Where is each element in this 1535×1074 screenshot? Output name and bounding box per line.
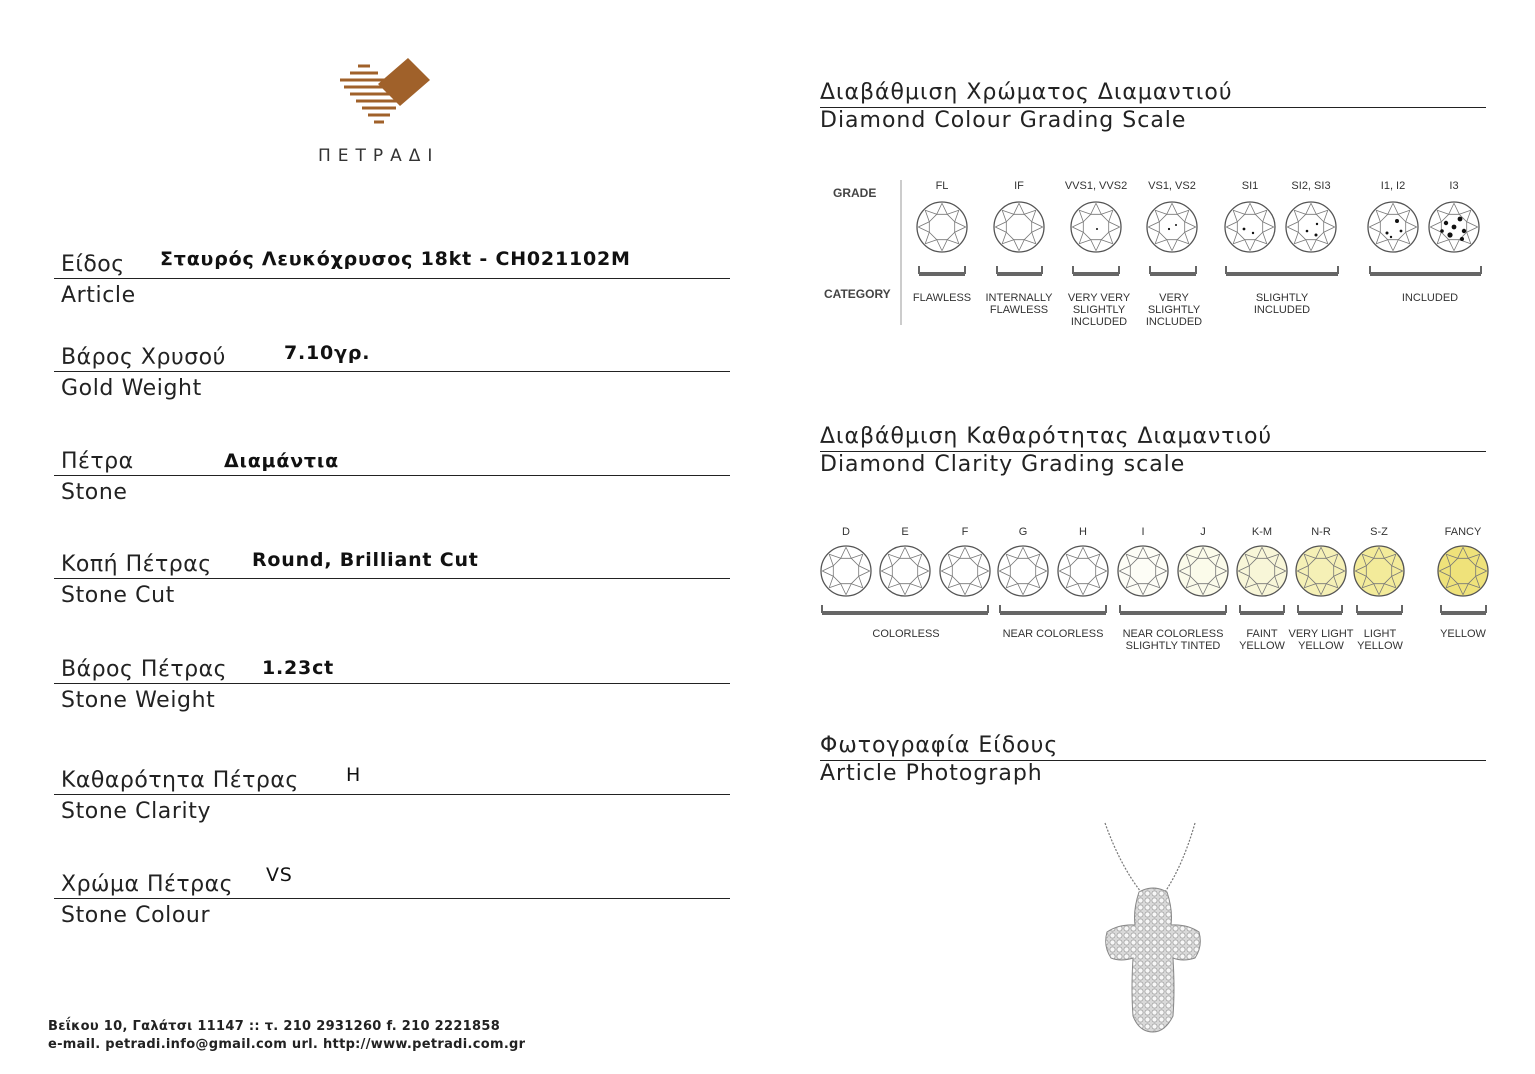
field-stone-colour [54, 864, 730, 932]
diamond-icon [1237, 546, 1287, 596]
colour-category-label: FAINT [1246, 628, 1278, 640]
category-bracket [1120, 605, 1226, 613]
field-greek-label: Βάρος Πέτρας [61, 657, 227, 682]
colour-grade-label: D [842, 526, 850, 538]
field-stone [54, 449, 730, 509]
category-bracket [997, 266, 1042, 274]
colour-grade-label: G [1018, 526, 1028, 538]
field-english-label: Stone Clarity [61, 799, 212, 824]
diamond-icon [1429, 202, 1479, 252]
category-label: SLIGHTLY [1255, 292, 1309, 304]
row-label-category: CATEGORY [824, 287, 891, 301]
colour-grade-label: J [1200, 526, 1206, 538]
field-rule [54, 371, 730, 372]
category-bracket [1000, 605, 1106, 613]
category-bracket [1298, 605, 1342, 613]
diamond-icon [994, 202, 1044, 252]
diamond-icon [1178, 546, 1228, 596]
clarity-scale-heading [820, 424, 1486, 477]
field-rule [54, 578, 730, 579]
colour-scale-heading [820, 80, 1486, 133]
field-stone-cut [54, 549, 730, 612]
category-label: SLIGHTLY [1072, 304, 1126, 316]
grade-label: I3 [1449, 180, 1459, 192]
category-bracket [822, 605, 988, 613]
field-value: H [346, 764, 362, 786]
category-bracket [1150, 266, 1196, 274]
field-greek-label: Καθαρότητα Πέτρας [61, 768, 299, 793]
category-bracket [1240, 605, 1284, 613]
colour-grade-label: K-M [1251, 526, 1273, 538]
diamond-icon [1438, 546, 1488, 596]
field-value: 1.23ct [262, 657, 335, 679]
article-photo-cross-pendant [1095, 820, 1215, 1040]
field-greek-label: Πέτρα [61, 449, 134, 474]
diamond-icon [880, 546, 930, 596]
petradi-logo [330, 50, 440, 140]
colour-grade-label: N-R [1311, 526, 1331, 538]
colour-grade-label: S-Z [1370, 526, 1388, 538]
field-value: Διαμάντια [224, 450, 339, 472]
category-label: SLIGHTLY [1147, 304, 1201, 316]
colour-category-label: COLORLESS [872, 628, 940, 640]
field-value: Round, Brilliant Cut [252, 549, 479, 571]
field-value: VS [266, 864, 293, 886]
diamond-icon [1354, 546, 1404, 596]
colour-category-label: SLIGHTLY TINTED [1125, 640, 1221, 652]
grade-label: VS1, VS2 [1148, 180, 1196, 192]
grade-label: FL [935, 180, 949, 192]
category-label: INCLUDED [1070, 316, 1128, 328]
grade-label: SI2, SI3 [1291, 180, 1331, 192]
field-english-label: Gold Weight [61, 376, 202, 401]
colour-category-label: VERY LIGHT [1288, 628, 1354, 640]
field-greek-label: Είδος [61, 252, 125, 277]
category-bracket [1441, 605, 1486, 613]
heading-english: Diamond Colour Grading Scale [820, 108, 1187, 133]
field-rule [54, 898, 730, 899]
heading-english: Article Photograph [820, 761, 1043, 786]
heading-greek: Διαβάθμιση Χρώματος Διαμαντιού [820, 80, 1233, 105]
colour-grading-chart [815, 518, 1495, 663]
category-label: VERY [1159, 292, 1189, 304]
colour-category-label: NEAR COLORLESS [1122, 628, 1224, 640]
heading-greek: Διαβάθμιση Καθαρότητας Διαμαντιού [820, 424, 1273, 449]
field-value: Σταυρός Λευκόχρυσος 18kt - CH021102M [160, 248, 631, 270]
diamond-icon [1058, 546, 1108, 596]
diamond-icon [821, 546, 871, 596]
colour-grade-label: F [961, 526, 969, 538]
field-rule [54, 475, 730, 476]
colour-grade-label: E [901, 526, 909, 538]
diamond-icon [1225, 202, 1275, 252]
clarity-grading-chart [815, 170, 1495, 335]
heading-greek: Φωτογραφία Είδους [820, 733, 1059, 758]
field-greek-label: Βάρος Χρυσού [61, 345, 226, 370]
diamond-icon [1296, 546, 1346, 596]
category-bracket [1226, 266, 1338, 274]
field-article [54, 248, 730, 312]
colour-grade-label: H [1079, 526, 1087, 538]
field-stone-clarity [54, 764, 730, 828]
footer-contact: e-mail. petradi.info@gmail.com url. http://www.petradi.com.gr [48, 1037, 526, 1052]
colour-grade-label: I [1141, 526, 1145, 538]
category-label: INCLUDED [1145, 316, 1203, 328]
grade-label: SI1 [1241, 180, 1259, 192]
colour-grade-label: FANCY [1444, 526, 1482, 538]
field-rule [54, 794, 730, 795]
category-bracket [1073, 266, 1119, 274]
category-label: INCLUDED [1253, 304, 1311, 316]
field-greek-label: Χρώμα Πέτρας [61, 872, 234, 897]
colour-category-label: YELLOW [1239, 640, 1285, 652]
field-gold-weight [54, 342, 730, 405]
field-rule [54, 278, 730, 279]
category-label: VERY VERY [1067, 292, 1131, 304]
diamond-icon [940, 546, 990, 596]
footer-address: Βεΐκου 10, Γαλάτσι 11147 :: τ. 210 2931260 f. 210 2221858 [48, 1019, 501, 1034]
field-rule [54, 683, 730, 684]
heading-english: Diamond Clarity Grading scale [820, 452, 1186, 477]
category-bracket [919, 266, 965, 274]
row-label-grade: GRADE [833, 186, 877, 200]
category-label: INCLUDED [1401, 292, 1459, 304]
grade-label: IF [1014, 180, 1024, 192]
colour-category-label: YELLOW [1298, 640, 1344, 652]
category-label: FLAWLESS [989, 304, 1049, 316]
category-bracket [1370, 266, 1481, 274]
diamond-icon [998, 546, 1048, 596]
field-english-label: Stone Colour [61, 903, 211, 928]
category-label: FLAWLESS [912, 292, 972, 304]
brand-name: ΠΕΤΡΑΔΙ [318, 146, 440, 166]
field-english-label: Stone [61, 480, 128, 505]
colour-category-label: YELLOW [1440, 628, 1486, 640]
field-greek-label: Κοπή Πέτρας [61, 552, 212, 577]
colour-category-label: LIGHT [1363, 628, 1397, 640]
field-stone-weight [54, 657, 730, 717]
colour-category-label: NEAR COLORLESS [1002, 628, 1104, 640]
category-bracket [1357, 605, 1402, 613]
field-english-label: Article [61, 283, 136, 308]
grade-label: VVS1, VVS2 [1064, 180, 1128, 192]
photo-heading [820, 733, 1486, 786]
diamond-icon [1286, 202, 1336, 252]
diamond-icon [1071, 202, 1121, 252]
colour-category-label: YELLOW [1357, 640, 1403, 652]
diamond-icon [1368, 202, 1418, 252]
field-english-label: Stone Cut [61, 583, 175, 608]
diamond-icon [1147, 202, 1197, 252]
field-english-label: Stone Weight [61, 688, 216, 713]
diamond-icon [917, 202, 967, 252]
category-label: INTERNALLY [985, 292, 1053, 304]
field-value: 7.10γρ. [284, 342, 371, 364]
diamond-icon [1118, 546, 1168, 596]
grade-label: I1, I2 [1380, 180, 1406, 192]
